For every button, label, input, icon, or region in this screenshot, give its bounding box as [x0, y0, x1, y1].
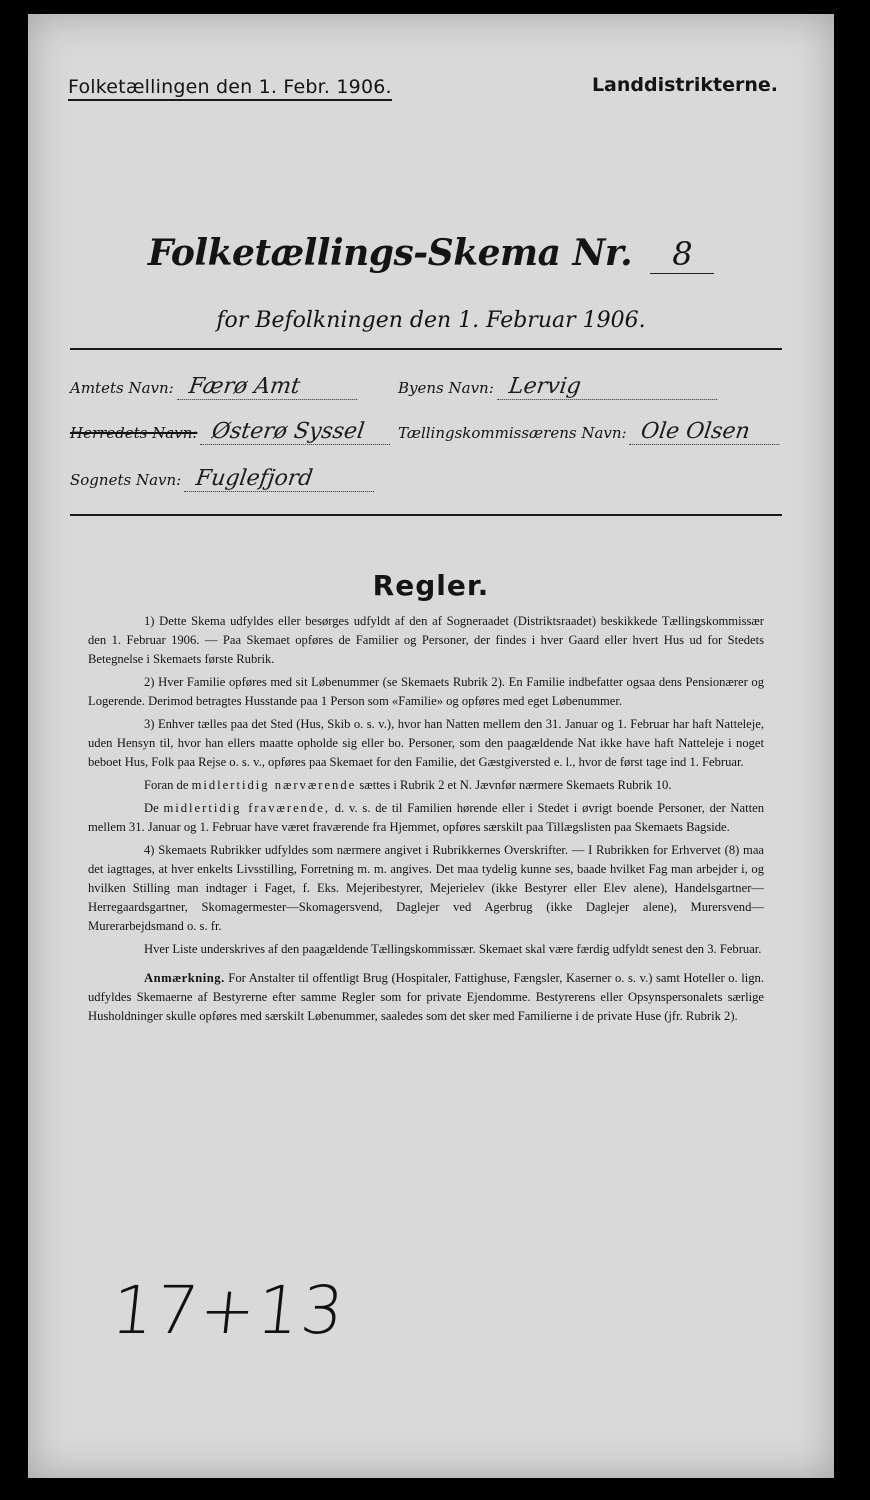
amt-label: Amtets Navn:: [70, 379, 174, 397]
rule-3-present-a: Foran de: [144, 778, 192, 792]
divider-bottom: [70, 514, 782, 516]
form-number: 8: [650, 235, 714, 274]
rule-3-present: [88, 776, 764, 795]
kommissaer-value: Ole Olsen: [630, 419, 784, 445]
herred-field: [70, 419, 392, 445]
herred-value: Østerø Syssel: [200, 419, 394, 445]
rule-4: 4) Skemaets Rubrikker udfyldes som nærmere angivet i Rubrikkernes Overskrifter. — I Rubrikken for Erhvervet (8) maa det iagttages, at hver enkelts Livsstilling, Forretning m. m. angives. Det maa tydelig kunne ses, baade hvilket Fag man arbejder i, og hvilken Stilling man indtager i Faget, f. Eks. Mejeribestyrer, Mejerielev (ikke Bestyrer eller Elev alene), Handelsgartner—Herregaardsgartner, Skomagermester—Skomagersvend, Daglejer ved Agerbrug (ikke Daglejer alene), Murersvend—Murerarbejdsmand o. s. fr.: [88, 843, 764, 933]
census-form-page: [28, 14, 834, 1478]
rule-3-absent-term: midlertidig fraværende,: [163, 801, 331, 815]
form-subtitle: for Befolkningen den 1. Februar 1906.: [216, 308, 646, 333]
census-header: Folketællingen den 1. Febr. 1906.: [68, 76, 392, 101]
by-value: Lervig: [497, 374, 721, 400]
rule-3-present-b: sættes i Rubrik 2 et N. Jævnfør nærmere Skemaets Rubrik 10.: [356, 778, 672, 792]
kommissaer-field: [398, 419, 781, 445]
amt-field: [70, 374, 359, 400]
amt-value: Færø Amt: [177, 374, 361, 400]
by-label: Byens Navn:: [398, 379, 494, 397]
sogn-label: Sognets Navn:: [70, 471, 182, 489]
sogn-field: [70, 466, 376, 492]
rules-text: [88, 612, 764, 1030]
rule-3-absent-a: De: [144, 801, 164, 815]
rules-title: Regler.: [372, 569, 490, 602]
by-field: [398, 374, 719, 400]
divider-top: [70, 348, 782, 350]
rule-2: 2) Hver Familie opføres med sit Løbenummer (se Skemaets Rubrik 2). En Familie indbefatter ogsaa dens Pensionærer og Logerende. Derimod betragtes Husstande paa 1 Person som «Familie» og opføres med eget Løbenummer.: [88, 675, 764, 708]
rule-3-present-term: midlertidig nærværende: [191, 778, 357, 792]
rule-3: 3) Enhver tælles paa det Sted (Hus, Skib o. s. v.), hvor han Natten mellem den 31. Januar og 1. Februar har haft Natteleje, uden Hensyn til, hvor han ellers maatte opholde sig eller bo. Personer, som den paagældende Nat ikke have haft Natteleje i noget beboet Hus, Folk paa Rejse o. s. v., opføres paa Skemaet for den Familie, det Gæstgiversted e. l., hvor de først tage ind 1. Februar.: [88, 717, 764, 769]
kommissaer-label: Tællingskommissærens Navn:: [398, 424, 627, 442]
rule-3-absent-b: d. v. s. de til Familien hørende eller i Stedet i øvrigt boende Personer, der Natten mellem 31. Januar og 1. Februar have været fraværende fra Hjemmet, opføres særskilt paa Tillægslisten paa Skemaets Bagside.: [88, 801, 764, 834]
note-body: For Anstalter til offentligt Brug (Hospitaler, Fattighuse, Fængsler, Kaserner o. s. v.) samt Hoteller o. lign. udfyldes Skemaerne af Bestyrerne efter samme Regler som for private Ejendomme. Bestyrerens eller Opsynspersonalets særlige Husholdninger skulle opføres med særskilt Løbenummer, saaledes som det sker med Familierne i de private Huse (jfr. Rubrik 2).: [88, 971, 764, 1023]
rule-1: 1) Dette Skema udfyldes eller besørges udfyldt af den af Sogneraadet (Distriktsraadet) beskikkede Tællingskommissær den 1. Februar 1906. — Paa Skemaet opføres de Familier og Personer, der findes i hver Gaard eller hvert Hus ud for Stedets Betegnelse i Skemaets første Rubrik.: [88, 614, 764, 666]
rule-signature: Hver Liste underskrives af den paagældende Tællingskommissær. Skemaet skal være færdig udfyldt senest den 3. Februar.: [144, 942, 762, 956]
rule-3-absent: [88, 799, 764, 837]
district-type: Landdistrikterne.: [591, 74, 778, 96]
form-title: [28, 232, 834, 274]
note-head: Anmærkning.: [144, 971, 225, 985]
form-title-text: Folketællings-Skema Nr.: [147, 232, 633, 274]
herred-label: Herredets Navn:: [70, 424, 198, 442]
note: [88, 969, 764, 1026]
sogn-value: Fuglefjord: [184, 466, 378, 492]
handwritten-note: 17+13: [107, 1272, 350, 1349]
